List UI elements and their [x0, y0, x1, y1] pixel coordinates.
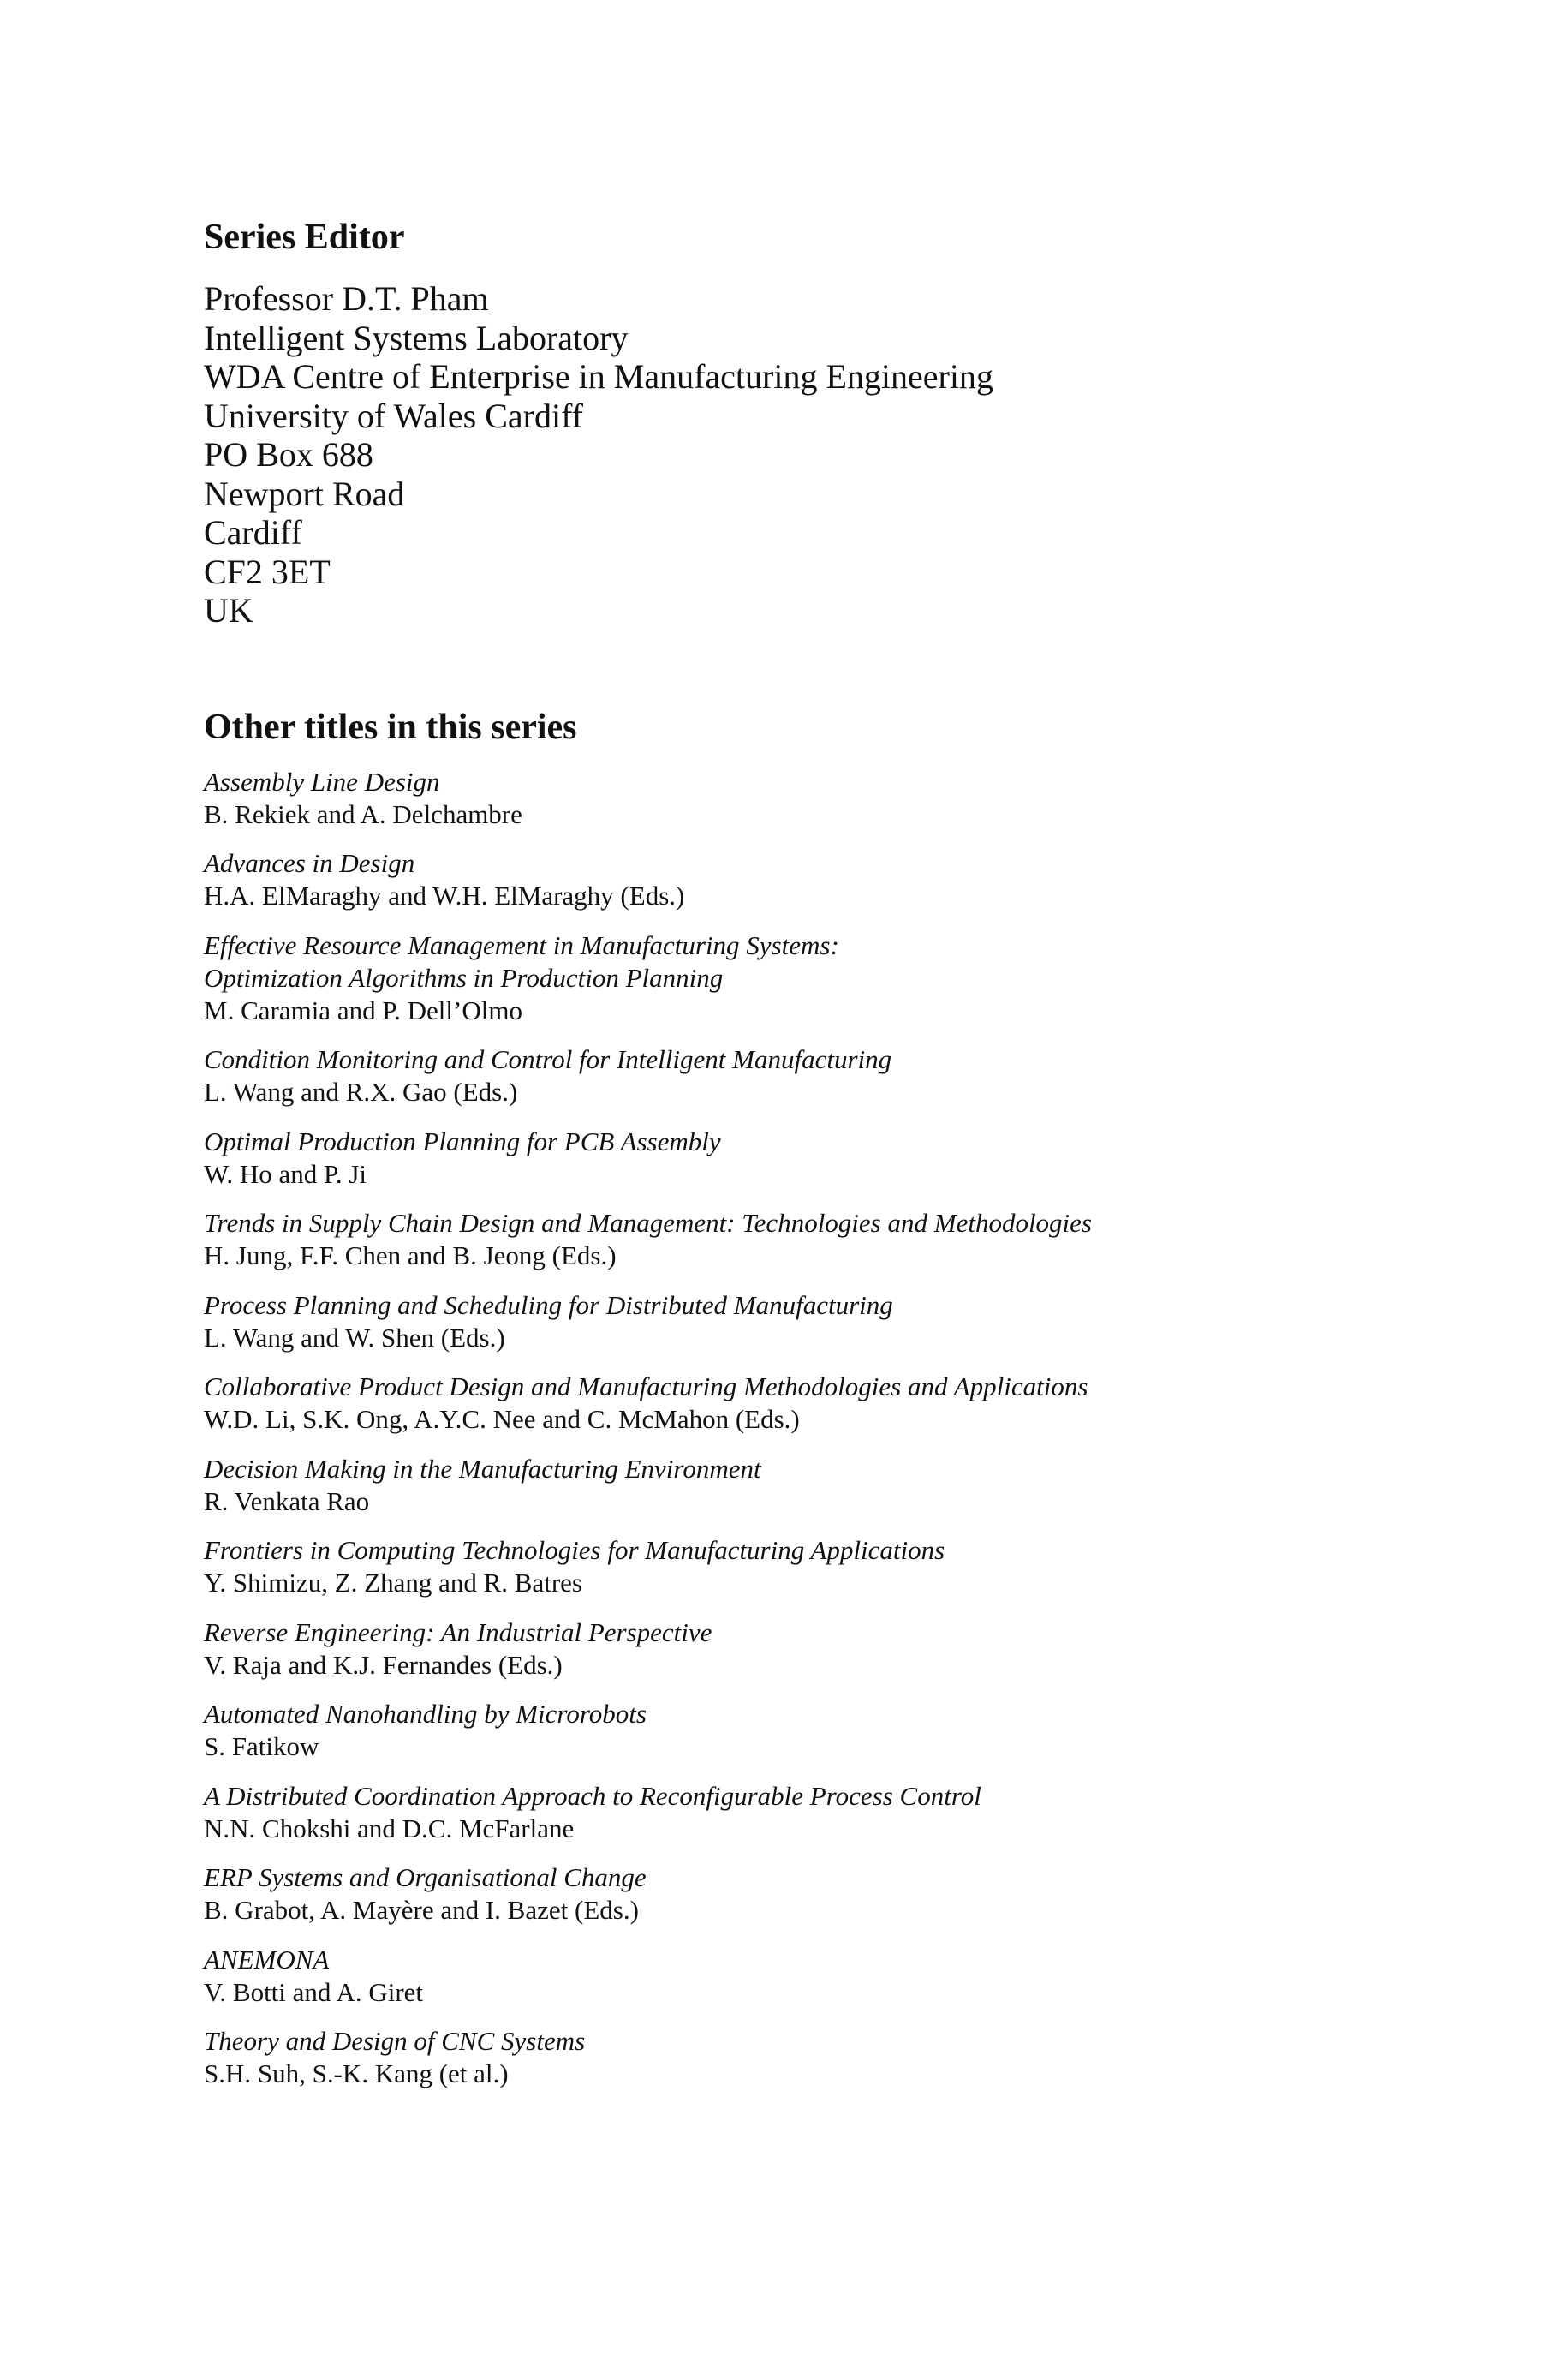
book-title: Collaborative Product Design and Manufacturing Methodologies and Applications [204, 1371, 1088, 1401]
address-line: Cardiff [204, 513, 302, 552]
book-authors: H.A. ElMaraghy and W.H. ElMaraghy (Eds.) [204, 881, 685, 911]
editor-address [204, 279, 1488, 630]
book-entry [204, 929, 1488, 1027]
book-entry [204, 1289, 1488, 1354]
book-entry [204, 2025, 1488, 2090]
book-title: Trends in Supply Chain Design and Management: Technologies and Methodologies [204, 1208, 1092, 1238]
book-title: Automated Nanohandling by Microrobots [204, 1699, 647, 1729]
address-line: PO Box 688 [204, 435, 373, 474]
book-entry [204, 1126, 1488, 1191]
book-title: ANEMONA [204, 1944, 330, 1975]
book-title: Condition Monitoring and Control for Intelligent Manufacturing [204, 1044, 892, 1074]
address-line: Newport Road [204, 474, 405, 513]
book-entry [204, 1371, 1488, 1436]
book-entry [204, 1043, 1488, 1108]
address-line: Professor D.T. Pham [204, 279, 489, 318]
book-authors: M. Caramia and P. Dell’Olmo [204, 995, 522, 1025]
page-content [204, 214, 1488, 2107]
book-title: A Distributed Coordination Approach to Reconfigurable Process Control [204, 1780, 981, 1811]
book-authors: S. Fatikow [204, 1731, 319, 1761]
book-authors: V. Raja and K.J. Fernandes (Eds.) [204, 1649, 563, 1680]
address-line: UK [204, 591, 253, 630]
book-title: Theory and Design of CNC Systems [204, 2026, 586, 2056]
book-title-continued: Optimization Algorithms in Production Planning [204, 962, 724, 993]
book-entry [204, 1534, 1488, 1599]
book-entry [204, 1453, 1488, 1518]
book-entry [204, 1616, 1488, 1682]
book-authors: Y. Shimizu, Z. Zhang and R. Batres [204, 1568, 582, 1598]
address-line: CF2 3ET [204, 552, 331, 591]
book-entry [204, 766, 1488, 831]
book-authors: L. Wang and W. Shen (Eds.) [204, 1322, 505, 1353]
address-line: University of Wales Cardiff [204, 396, 583, 435]
book-entry [204, 1944, 1488, 2009]
book-authors: B. Grabot, A. Mayère and I. Bazet (Eds.) [204, 1895, 639, 1925]
book-authors: W. Ho and P. Ji [204, 1158, 367, 1189]
book-authors: L. Wang and R.X. Gao (Eds.) [204, 1077, 518, 1107]
section-spacer [204, 630, 1488, 704]
book-title: Effective Resource Management in Manufacturing Systems: [204, 929, 839, 960]
book-authors: W.D. Li, S.K. Ong, A.Y.C. Nee and C. McMahon (Eds.) [204, 1404, 800, 1434]
book-list [204, 766, 1488, 2091]
address-line: Intelligent Systems Laboratory [204, 318, 629, 357]
book-authors: B. Rekiek and A. Delchambre [204, 798, 522, 829]
book-entry [204, 1698, 1488, 1763]
book-entry [204, 1861, 1488, 1927]
series-editor-heading: Series Editor [204, 218, 405, 257]
other-titles-heading: Other titles in this series [204, 707, 577, 747]
book-title: Frontiers in Computing Technologies for Manufacturing Applications [204, 1535, 945, 1565]
book-title: Advances in Design [204, 848, 415, 878]
book-title: Optimal Production Planning for PCB Assembly [204, 1126, 721, 1156]
address-line: WDA Centre of Enterprise in Manufacturing Engineering [204, 357, 993, 396]
book-authors: N.N. Chokshi and D.C. McFarlane [204, 1813, 575, 1843]
book-authors: H. Jung, F.F. Chen and B. Jeong (Eds.) [204, 1240, 617, 1270]
book-title: Process Planning and Scheduling for Distributed Manufacturing [204, 1289, 893, 1320]
book-entry [204, 1780, 1488, 1845]
book-title: Assembly Line Design [204, 766, 440, 797]
book-entry [204, 847, 1488, 912]
book-title: Reverse Engineering: An Industrial Perspective [204, 1616, 712, 1647]
book-entry [204, 1207, 1488, 1272]
book-title: ERP Systems and Organisational Change [204, 1862, 647, 1892]
book-authors: V. Botti and A. Giret [204, 1976, 424, 2007]
book-authors: R. Venkata Rao [204, 1485, 370, 1516]
book-title: Decision Making in the Manufacturing Environment [204, 1453, 761, 1484]
book-authors: S.H. Suh, S.-K. Kang (et al.) [204, 2058, 509, 2088]
